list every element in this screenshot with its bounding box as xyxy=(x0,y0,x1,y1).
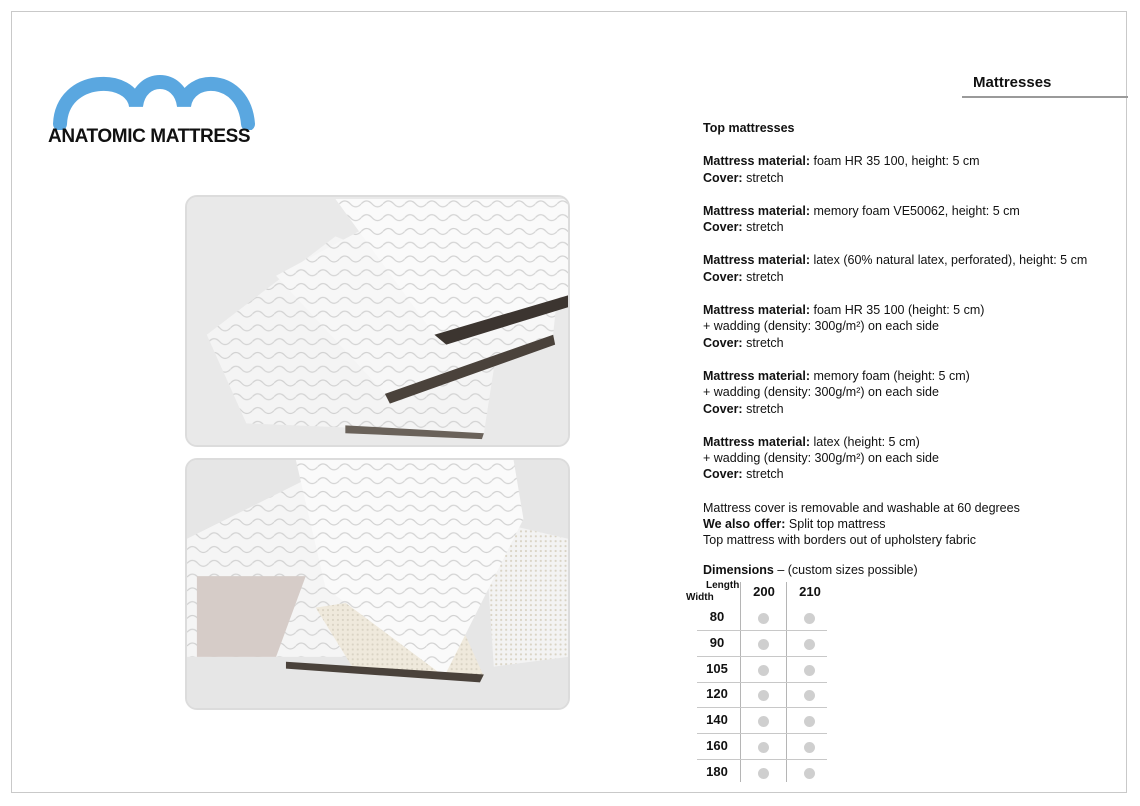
offer-value: Split top mattress xyxy=(788,517,886,532)
cover-value: stretch xyxy=(746,220,784,235)
variant-6 xyxy=(703,434,1123,483)
material-label: Mattress material: xyxy=(703,154,810,169)
cover-value: stretch xyxy=(746,335,784,350)
width-header: Width xyxy=(686,592,714,603)
available-dot-icon xyxy=(804,639,815,650)
cover-value: stretch xyxy=(746,170,784,185)
available-dot-icon xyxy=(758,716,769,727)
table-row xyxy=(697,657,827,683)
available-dot-icon xyxy=(804,768,815,779)
material-value: foam HR 35 100, height: 5 cm xyxy=(813,154,980,169)
dimensions-note: – (custom sizes possible) xyxy=(773,563,918,577)
available-dot-icon xyxy=(804,613,815,624)
material-label: Mattress material: xyxy=(703,203,810,218)
cover-value: stretch xyxy=(746,269,784,284)
table-row xyxy=(697,760,827,786)
table-row xyxy=(697,734,827,760)
brand-name: ANATOMIC MATTRESS xyxy=(48,126,251,147)
material-label: Mattress material: xyxy=(703,253,810,268)
available-dot-icon xyxy=(804,690,815,701)
wadding-note: + wadding (density: 300g/m²) on each side xyxy=(703,385,939,400)
cover-label: Cover: xyxy=(703,335,743,350)
section-divider xyxy=(962,96,1128,98)
width-value: 180 xyxy=(706,764,728,779)
available-dot-icon xyxy=(758,742,769,753)
available-dot-icon xyxy=(758,639,769,650)
cover-value: stretch xyxy=(746,467,784,482)
width-value: 120 xyxy=(706,686,728,701)
available-dot-icon xyxy=(758,665,769,676)
length-header: Length xyxy=(706,580,740,591)
variant-2 xyxy=(703,203,1123,236)
material-label: Mattress material: xyxy=(703,368,810,383)
table-row xyxy=(697,682,827,708)
available-dot-icon xyxy=(758,768,769,779)
section-title: Mattresses xyxy=(973,74,1052,91)
cover-label: Cover: xyxy=(703,269,743,284)
material-value: foam HR 35 100 (height: 5 cm) xyxy=(813,303,985,318)
offer-label: We also offer: xyxy=(703,517,786,532)
logo-arcs-icon xyxy=(48,68,258,130)
brand-logo xyxy=(48,68,263,148)
intro-heading: Top mattresses xyxy=(703,121,795,135)
table-row xyxy=(697,708,827,734)
available-dot-icon xyxy=(804,665,815,676)
available-dot-icon xyxy=(804,742,815,753)
notes-block xyxy=(703,500,1123,549)
width-value: 140 xyxy=(706,712,728,727)
material-label: Mattress material: xyxy=(703,303,810,318)
product-photo-stacked xyxy=(185,195,570,447)
table-row xyxy=(697,631,827,657)
cover-label: Cover: xyxy=(703,467,743,482)
table-row xyxy=(697,605,827,631)
wadding-note: + wadding (density: 300g/m²) on each side xyxy=(703,451,939,466)
length-210: 210 xyxy=(799,584,821,599)
material-value: latex (height: 5 cm) xyxy=(813,434,920,449)
cover-value: stretch xyxy=(746,401,784,416)
wadding-note: + wadding (density: 300g/m²) on each side xyxy=(703,319,939,334)
length-200: 200 xyxy=(753,584,775,599)
available-dot-icon xyxy=(758,690,769,701)
material-value: memory foam VE50062, height: 5 cm xyxy=(813,203,1020,218)
variant-1 xyxy=(703,153,1123,186)
width-value: 80 xyxy=(709,609,725,624)
dimensions-label: Dimensions xyxy=(703,563,774,577)
available-dot-icon xyxy=(758,613,769,624)
cover-label: Cover: xyxy=(703,401,743,416)
variant-5 xyxy=(703,368,1123,417)
product-photo-layers xyxy=(185,458,570,710)
material-value: memory foam (height: 5 cm) xyxy=(813,368,970,383)
width-value: 105 xyxy=(706,661,728,676)
dimensions-heading xyxy=(703,563,918,577)
removable-note: Mattress cover is removable and washable at 60 degrees xyxy=(703,500,1020,515)
variant-4 xyxy=(703,302,1123,351)
spec-list xyxy=(703,120,1123,566)
width-value: 90 xyxy=(709,635,725,650)
variant-3 xyxy=(703,252,1123,285)
material-value: latex (60% natural latex, perforated), height: 5 cm xyxy=(813,253,1088,268)
cover-label: Cover: xyxy=(703,220,743,235)
available-dot-icon xyxy=(804,716,815,727)
material-label: Mattress material: xyxy=(703,434,810,449)
cover-label: Cover: xyxy=(703,170,743,185)
borders-note: Top mattress with borders out of upholstery fabric xyxy=(703,533,977,548)
width-value: 160 xyxy=(706,738,728,753)
